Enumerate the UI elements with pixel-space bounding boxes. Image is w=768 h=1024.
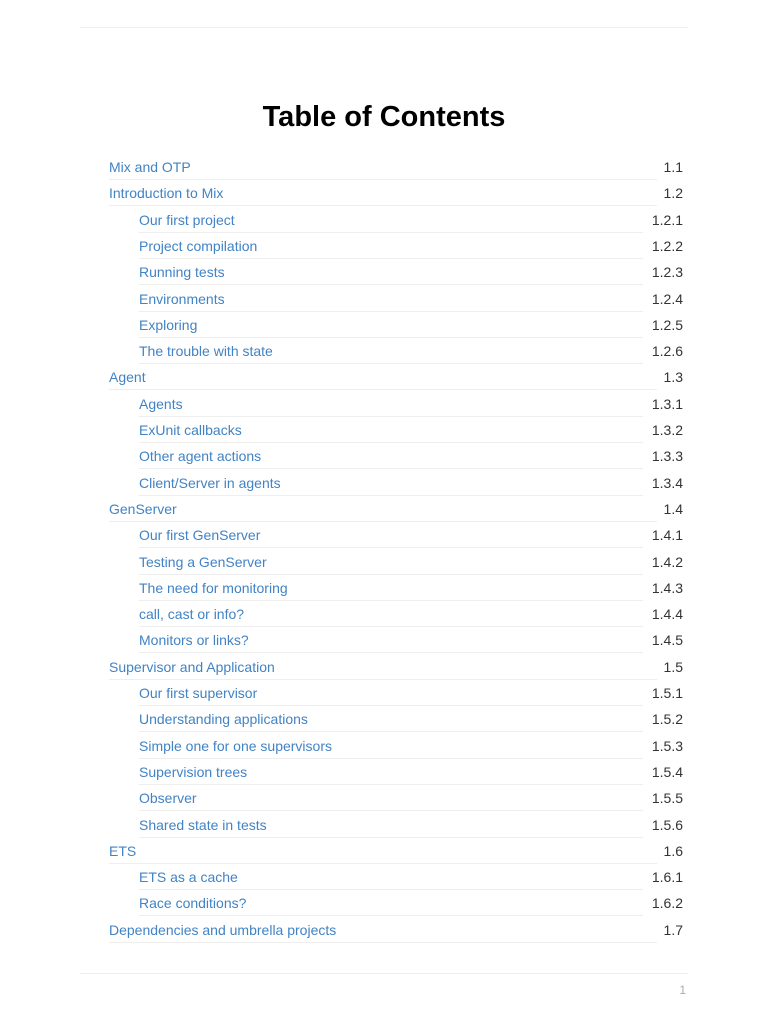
toc-entry[interactable] <box>139 549 683 575</box>
toc-entry[interactable] <box>139 443 683 469</box>
toc-entry-link[interactable]: call, cast or info? <box>139 606 245 623</box>
toc-entry-link[interactable]: GenServer <box>109 500 177 517</box>
toc-entry-number: 1.5.3 <box>651 737 683 754</box>
toc-entry[interactable] <box>139 338 683 364</box>
toc-entry-link[interactable]: Our first GenServer <box>139 527 261 544</box>
toc-entry[interactable] <box>139 627 683 653</box>
toc-entry-link[interactable]: Simple one for one supervisors <box>139 737 332 754</box>
toc-entry[interactable] <box>139 259 683 285</box>
toc-entry-number: 1.6.2 <box>651 895 683 912</box>
toc-entry-number: 1.2.6 <box>651 343 683 360</box>
toc-entry-number: 1.3.3 <box>651 448 683 465</box>
toc-entry-number: 1.2.4 <box>651 290 683 307</box>
toc-entry[interactable] <box>109 364 683 390</box>
toc-entry[interactable] <box>109 838 683 864</box>
toc-entry-number: 1.5.4 <box>651 763 683 780</box>
toc-entry[interactable] <box>139 812 683 838</box>
toc-entry-number: 1.4.2 <box>651 553 683 570</box>
toc-entry-number: 1.4.5 <box>651 632 683 649</box>
toc-entry[interactable] <box>109 496 683 522</box>
page-title: Table of Contents <box>262 101 506 133</box>
toc-entry[interactable] <box>139 706 683 732</box>
toc-entry-number: 1.1 <box>663 159 683 175</box>
toc-entry-number: 1.4 <box>663 500 683 517</box>
toc-entry[interactable] <box>139 417 683 443</box>
toc-entry[interactable] <box>139 312 683 338</box>
toc-entry-number: 1.5.2 <box>651 711 683 728</box>
toc-entry-link[interactable]: ETS as a cache <box>139 869 238 886</box>
toc-entry-link[interactable]: Project compilation <box>139 237 258 254</box>
toc-entry-number: 1.2.2 <box>651 237 683 254</box>
toc-entry-link[interactable]: ETS <box>109 842 137 859</box>
toc-entry[interactable] <box>139 733 683 759</box>
toc-entry-number: 1.5.6 <box>651 816 683 833</box>
bottom-divider <box>80 973 688 974</box>
toc-entry-number: 1.5.5 <box>651 790 683 807</box>
toc-entry-link[interactable]: Environments <box>139 290 225 307</box>
toc-entry[interactable] <box>139 680 683 706</box>
top-divider <box>80 27 688 28</box>
toc-entry-link[interactable]: Shared state in tests <box>139 816 267 833</box>
toc-entry-number: 1.4.4 <box>651 606 683 623</box>
toc-entry-number: 1.6 <box>663 842 683 859</box>
toc-entry-link[interactable]: ExUnit callbacks <box>139 422 242 438</box>
toc-entry[interactable] <box>139 864 683 890</box>
toc-entry-number: 1.3.4 <box>651 474 683 491</box>
toc-entry-number: 1.5 <box>663 658 683 675</box>
toc-entry[interactable] <box>139 470 683 496</box>
toc-entry[interactable] <box>139 601 683 627</box>
toc-entry-number: 1.7 <box>663 921 683 938</box>
toc-entry-number: 1.3.1 <box>651 395 683 412</box>
toc-entry-divider <box>109 942 657 943</box>
toc-entry-number: 1.6.1 <box>651 869 683 886</box>
toc-entry-number: 1.2 <box>663 185 683 202</box>
toc-entry[interactable] <box>109 917 683 943</box>
toc-entry[interactable] <box>139 785 683 811</box>
toc-entry-number: 1.2.1 <box>651 211 683 228</box>
toc-entry[interactable] <box>139 286 683 312</box>
toc-entry-number: 1.3 <box>663 369 683 386</box>
toc-entry-link[interactable]: Understanding applications <box>139 711 308 728</box>
toc-entry-number: 1.4.3 <box>651 579 683 596</box>
toc-entry-number: 1.5.1 <box>651 685 683 701</box>
toc-entry-link[interactable]: The need for monitoring <box>139 579 288 596</box>
toc-entry-number: 1.2.3 <box>651 264 683 281</box>
toc-entry-link[interactable]: Our first project <box>139 211 235 228</box>
toc-entry-link[interactable]: Introduction to Mix <box>109 185 224 202</box>
toc-entry-number: 1.2.5 <box>651 316 683 333</box>
toc-entry[interactable] <box>139 522 683 548</box>
toc-entry-link[interactable]: Our first supervisor <box>139 685 258 701</box>
toc-entry-link[interactable]: Mix and OTP <box>109 159 191 175</box>
toc-entry[interactable] <box>139 233 683 259</box>
toc-entry[interactable] <box>139 759 683 785</box>
toc-entry-link[interactable]: Agents <box>139 395 183 412</box>
toc-entry-link[interactable]: Running tests <box>139 264 225 281</box>
toc-entry[interactable] <box>109 180 683 206</box>
toc-entry[interactable] <box>139 391 683 417</box>
toc-entry-link[interactable]: Agent <box>109 369 146 386</box>
toc-entry-link[interactable]: Supervision trees <box>139 763 248 780</box>
toc-entry-link[interactable]: Exploring <box>139 316 198 333</box>
page-number: 1 <box>679 983 686 997</box>
toc-entry[interactable] <box>139 207 683 233</box>
toc-entry-link[interactable]: Observer <box>139 790 197 807</box>
toc-entry-link[interactable]: Client/Server in agents <box>139 474 281 491</box>
toc-entry-link[interactable]: Supervisor and Application <box>109 658 275 675</box>
toc-entry-number: 1.4.1 <box>651 527 683 544</box>
toc-entry[interactable] <box>109 154 683 180</box>
toc-entry-number: 1.3.2 <box>651 422 683 438</box>
toc-entry-link[interactable]: Monitors or links? <box>139 632 249 649</box>
toc-entry-link[interactable]: Dependencies and umbrella projects <box>109 921 337 938</box>
toc-entry-link[interactable]: Other agent actions <box>139 448 262 465</box>
toc-entry[interactable] <box>139 890 683 916</box>
toc-entry-link[interactable]: The trouble with state <box>139 343 273 360</box>
toc-entry[interactable] <box>109 654 683 680</box>
toc-entry-link[interactable]: Race conditions? <box>139 895 247 912</box>
toc-entry[interactable] <box>139 575 683 601</box>
toc-entry-link[interactable]: Testing a GenServer <box>139 553 267 570</box>
